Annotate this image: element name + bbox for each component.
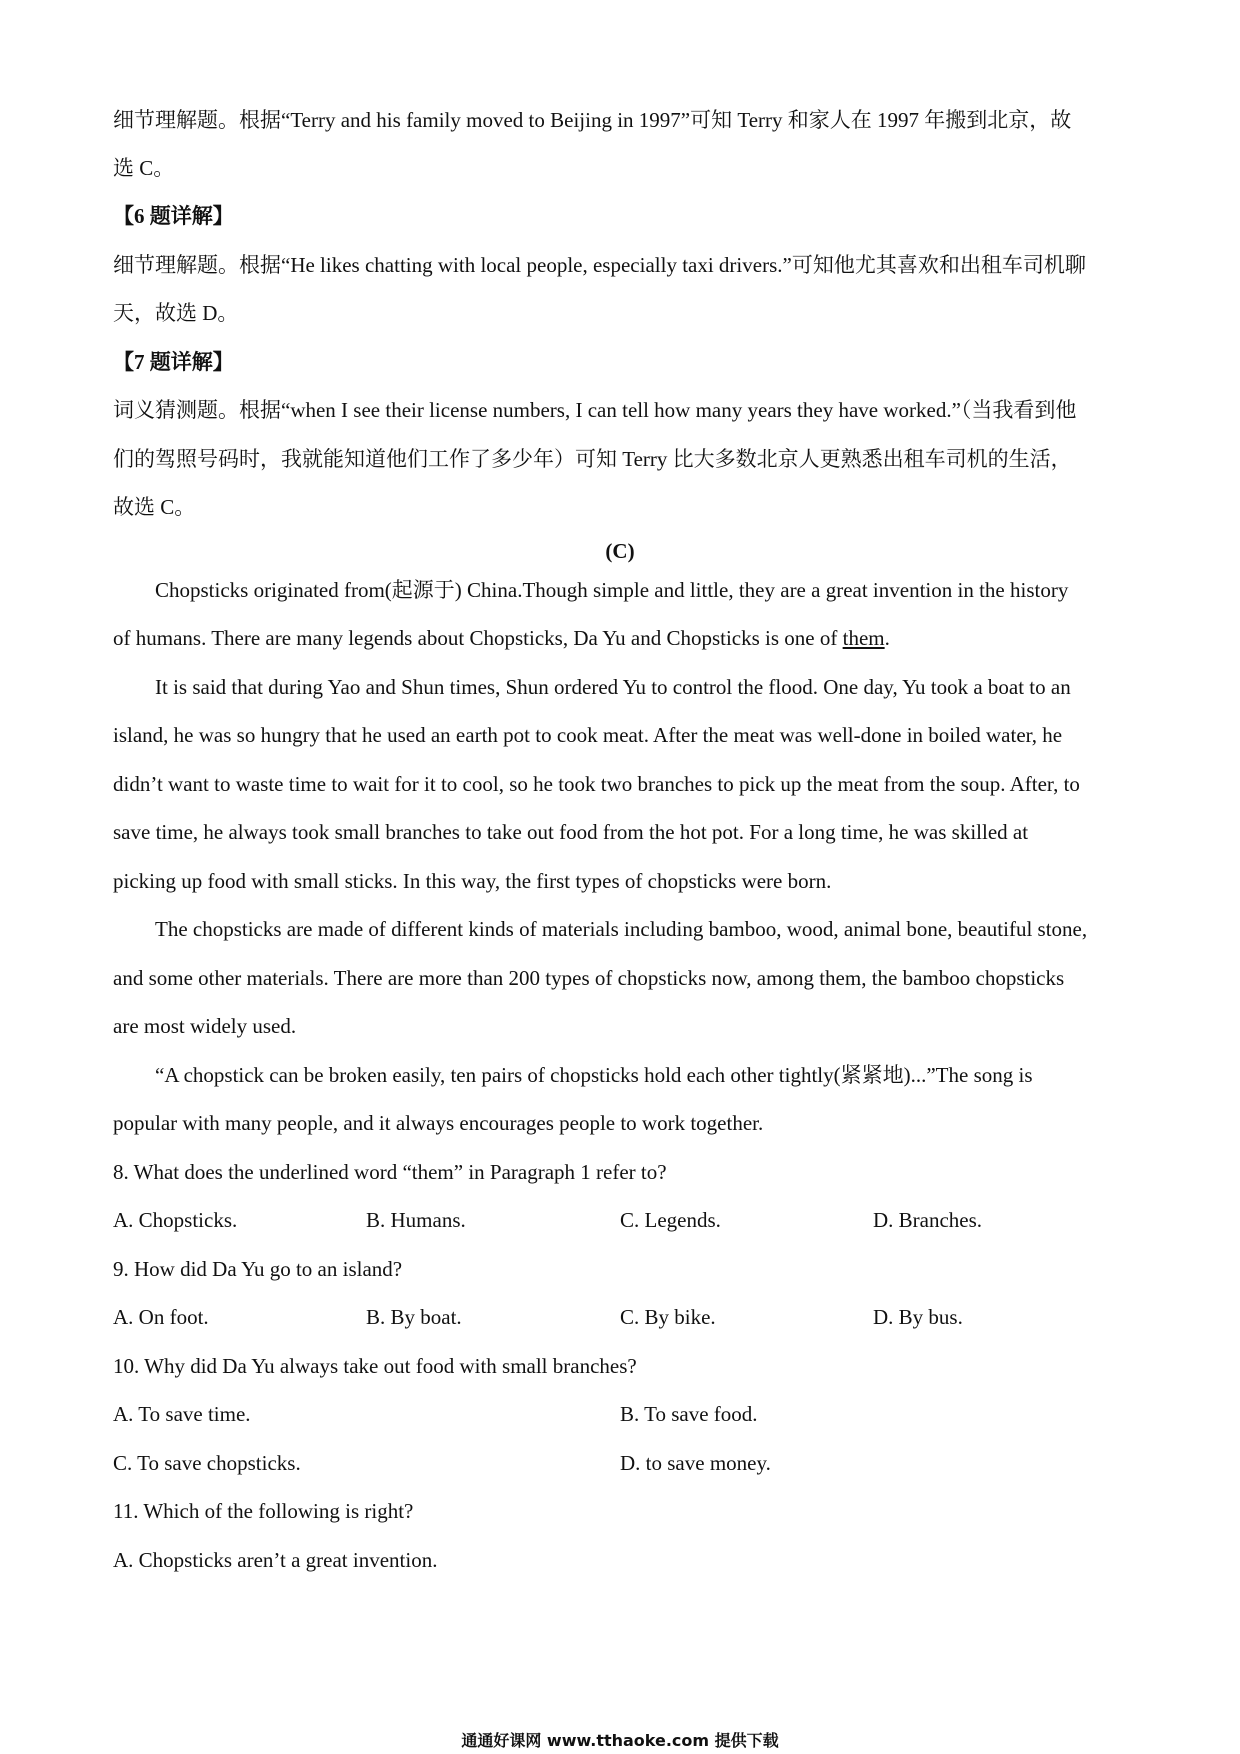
q6-explanation-line: 细节理解题。根据“He likes chatting with local people, especially taxi drivers.”可知他尤其喜欢和出租车司机聊 [113,253,1086,277]
q5-explanation-line: 选 C。 [113,156,175,180]
q6-explanation-line: 天，故选 D。 [113,301,239,325]
answer-option: B. Humans. [366,1208,466,1232]
answer-option: C. By bike. [620,1305,716,1329]
passage-line: didn’t want to waste time to wait for it to cool, so he took two branches to pick up the meat from the soup. After, to [113,772,1080,796]
passage-text: of humans. There are many legends about Chopsticks, Da Yu and Chopsticks is one of [113,626,843,650]
q7-explanation-line: 词义猜测题。根据“when I see their license numbers, I can tell how many years they have worked.”（当我看到他 [113,398,1077,422]
answer-option: A. On foot. [113,1305,209,1329]
page-footer: 通通好课网 www.tthaoke.com 提供下载 [461,1731,779,1750]
passage-line: It is said that during Yao and Shun times, Shun ordered Yu to control the flood. One day, Yu took a boat to an [155,675,1071,699]
answer-option: D. By bus. [873,1305,963,1329]
q7-explanation-line: 们的驾照号码时，我就能知道他们工作了多少年）可知 Terry 比大多数北京人更熟悉出租车司机的生活， [113,447,1072,471]
underlined-word: them [842,626,885,650]
q7-explanation-line: 故选 C。 [113,495,196,519]
answer-option: C. Legends. [620,1208,721,1232]
question-stem: 11. Which of the following is right? [113,1499,414,1523]
passage-line: Chopsticks originated from(起源于) China.Though simple and little, they are a great invention in the history [155,578,1069,602]
answer-option: D. to save money. [620,1451,771,1475]
passage-line: are most widely used. [113,1014,297,1038]
answer-option: B. To save food. [620,1402,758,1426]
answer-option: D. Branches. [873,1208,983,1232]
q5-explanation-line: 细节理解题。根据“Terry and his family moved to Beijing in 1997”可知 Terry 和家人在 1997 年搬到北京，故 [113,108,1072,132]
passage-line: island, he was so hungry that he used an earth pot to cook meat. After the meat was well-done in boiled water, he [113,723,1063,747]
passage-line: save time, he always took small branches to take out food from the hot pot. For a long time, he was skilled at [113,820,1029,844]
passage-line: The chopsticks are made of different kinds of materials including bamboo, wood, animal bone, beautiful stone, [155,917,1088,941]
passage-line: and some other materials. There are more than 200 types of chopsticks now, among them, the bamboo chopsticks [113,966,1065,990]
question-stem: 8. What does the underlined word “them” in Paragraph 1 refer to? [113,1160,667,1184]
passage-text: . [884,626,890,650]
passage-title: (C) [605,539,635,563]
passage-line: popular with many people, and it always encourages people to work together. [113,1111,764,1135]
passage-line [113,624,890,652]
passage-line: picking up food with small sticks. In this way, the first types of chopsticks were born. [113,869,832,893]
question-stem: 10. Why did Da Yu always take out food with small branches? [113,1354,637,1378]
answer-option: A. To save time. [113,1402,251,1426]
passage-line: “A chopstick can be broken easily, ten pairs of chopsticks hold each other tightly(紧紧地)...”The song is [155,1063,1033,1087]
q6-heading: 【6 题详解】 [113,204,234,228]
answer-option: B. By boat. [366,1305,462,1329]
question-stem: 9. How did Da Yu go to an island? [113,1257,403,1281]
answer-option: A. Chopsticks aren’t a great invention. [113,1548,438,1572]
q7-heading: 【7 题详解】 [113,350,234,374]
answer-option: C. To save chopsticks. [113,1451,301,1475]
answer-option: A. Chopsticks. [113,1208,238,1232]
